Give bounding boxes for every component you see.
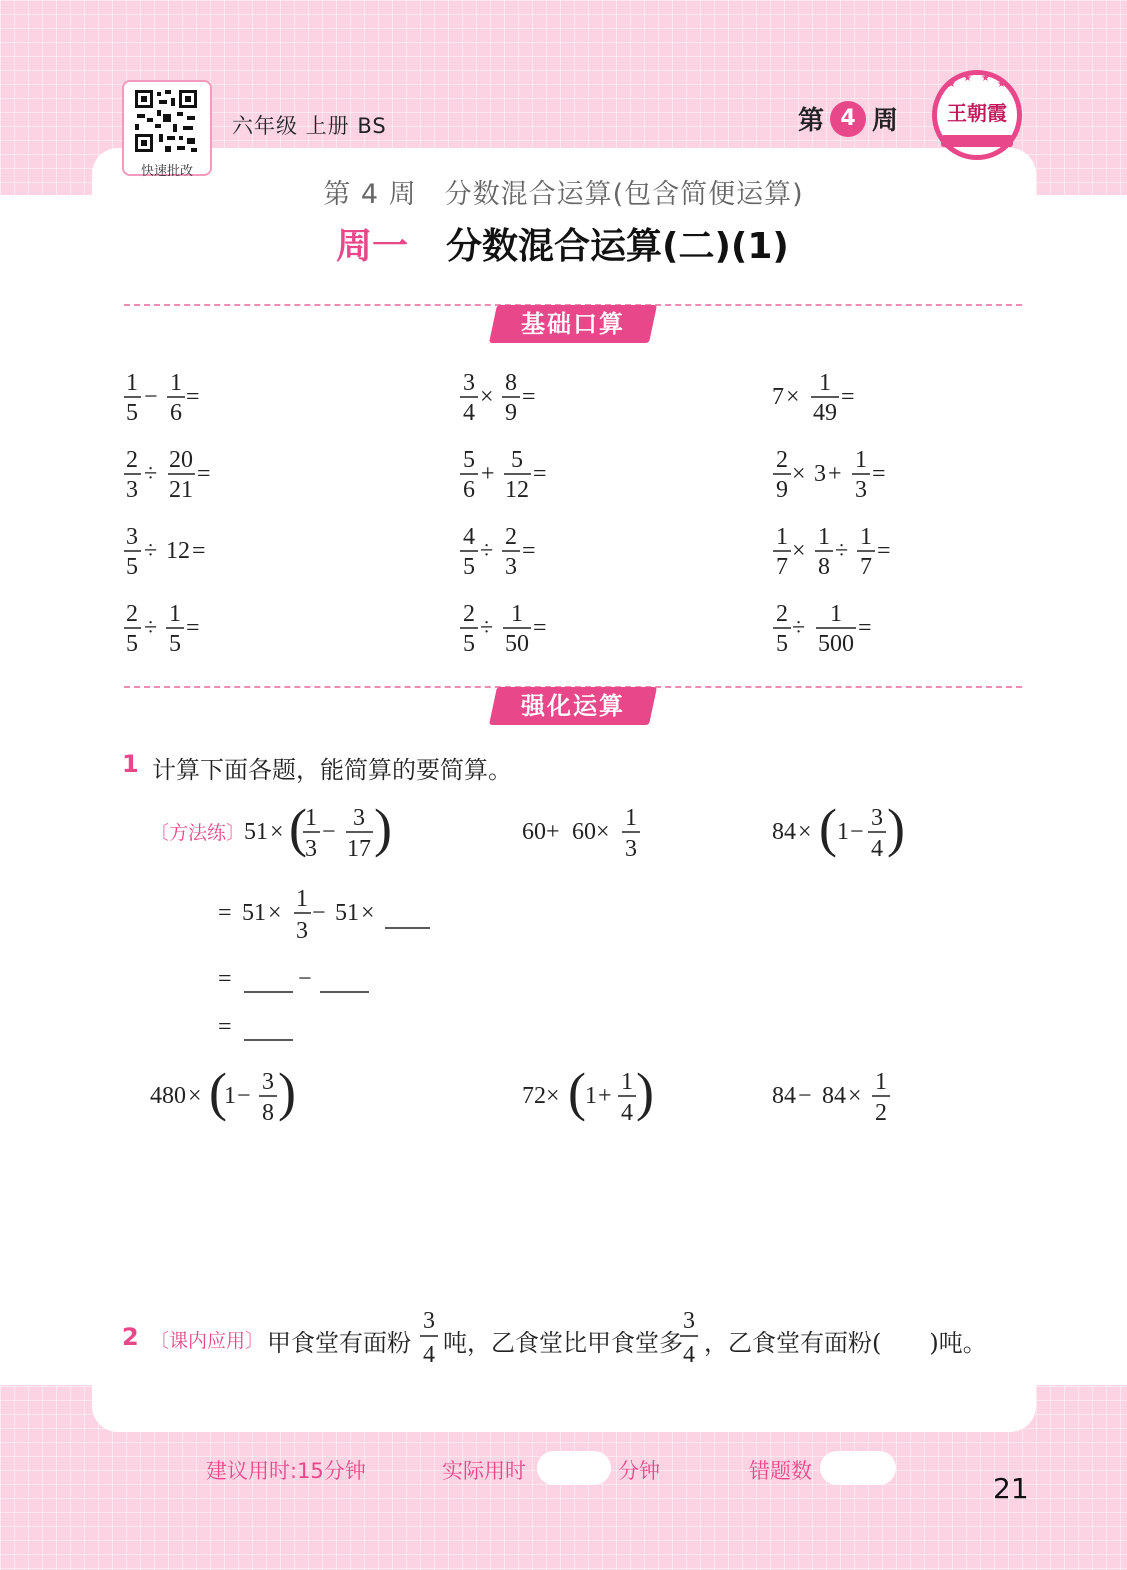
svg-text:=: = <box>877 538 891 564</box>
svg-text:17: 17 <box>347 836 371 862</box>
question-2-fraction-b <box>676 1306 702 1368</box>
svg-text:480: 480 <box>150 1083 186 1109</box>
question-1-text: 计算下面各题，能简算的要简算。 <box>152 756 512 784</box>
svg-text:3: 3 <box>683 1308 695 1334</box>
svg-text:(: ( <box>819 798 837 858</box>
svg-text:(: ( <box>289 798 307 858</box>
svg-text:+: + <box>481 461 495 487</box>
svg-text:3: 3 <box>625 836 637 862</box>
svg-text:12: 12 <box>505 477 529 503</box>
question-2-tag: 〔课内应用〕 <box>150 1330 265 1352</box>
denominator: 49 <box>813 400 837 426</box>
svg-text:−: − <box>850 819 864 845</box>
svg-text:5: 5 <box>126 631 138 657</box>
svg-text:3: 3 <box>423 1308 435 1334</box>
svg-text:×: × <box>546 1083 560 1109</box>
svg-text:=: = <box>858 615 872 641</box>
question-2-text-c: ，乙食堂有面粉( )吨。 <box>704 1329 987 1357</box>
svg-text:2: 2 <box>875 1100 887 1126</box>
svg-text:=: = <box>533 615 547 641</box>
svg-text:3: 3 <box>814 461 826 487</box>
svg-text:−: − <box>298 966 312 992</box>
svg-text:4: 4 <box>683 1342 695 1368</box>
svg-text:×: × <box>361 900 375 926</box>
svg-text:84: 84 <box>822 1083 846 1109</box>
calc-item <box>124 447 211 503</box>
star-icon: ★ <box>981 73 990 84</box>
calc-item <box>124 370 200 426</box>
problem-item <box>522 805 640 862</box>
calc-item <box>460 370 536 426</box>
svg-text:1: 1 <box>830 601 842 627</box>
svg-text:5: 5 <box>169 631 181 657</box>
svg-text:÷: ÷ <box>144 538 158 564</box>
svg-text:=: = <box>218 966 232 992</box>
svg-text:5: 5 <box>463 631 475 657</box>
svg-text:1: 1 <box>296 886 308 912</box>
svg-text:=: = <box>192 538 206 564</box>
svg-text:×: × <box>792 461 806 487</box>
svg-text:1: 1 <box>169 601 181 627</box>
week-suffix: 周 <box>872 106 899 136</box>
brand-logo <box>932 70 1022 160</box>
minutes-label: 分钟 <box>618 1459 660 1483</box>
svg-text:): ) <box>374 798 392 858</box>
svg-text:1: 1 <box>860 524 872 550</box>
svg-text:=: = <box>872 461 886 487</box>
svg-text:1: 1 <box>224 1083 236 1109</box>
svg-text:84: 84 <box>772 819 796 845</box>
equals: = <box>841 384 855 410</box>
svg-text:1: 1 <box>625 805 637 831</box>
svg-text:): ) <box>278 1062 296 1122</box>
operator: − <box>144 384 158 410</box>
denominator: 6 <box>170 400 182 426</box>
error-count-label: 错题数 <box>749 1459 812 1483</box>
denominator: 5 <box>126 400 138 426</box>
problem-item <box>772 1069 890 1126</box>
question-2-text-a: 甲食堂有面粉 <box>267 1329 411 1357</box>
qr-label: 快速批改 <box>140 164 193 179</box>
step-line <box>218 886 430 944</box>
svg-text:): ) <box>636 1062 654 1122</box>
svg-text:×: × <box>798 819 812 845</box>
svg-text:50: 50 <box>505 631 529 657</box>
svg-text:): ) <box>887 798 905 858</box>
svg-text:=: = <box>218 900 232 926</box>
operator: × <box>786 384 800 410</box>
svg-text:3: 3 <box>855 477 867 503</box>
question-1-number: 1 <box>122 750 139 778</box>
svg-text:×: × <box>792 538 806 564</box>
svg-text:−: − <box>798 1083 812 1109</box>
problem-item <box>522 1062 654 1126</box>
svg-text:1: 1 <box>776 524 788 550</box>
svg-text:500: 500 <box>818 631 854 657</box>
svg-text:+: + <box>828 461 842 487</box>
denominator: 9 <box>505 400 517 426</box>
svg-text:5: 5 <box>511 447 523 473</box>
week-prefix: 第 <box>798 106 825 136</box>
numerator: 3 <box>463 370 475 396</box>
svg-text:−: − <box>237 1083 251 1109</box>
svg-text:÷: ÷ <box>480 615 494 641</box>
svg-text:72: 72 <box>522 1083 546 1109</box>
basic-calc-grid <box>100 360 1060 670</box>
svg-text:51: 51 <box>335 900 359 926</box>
calc-item <box>124 601 200 657</box>
svg-text:×: × <box>268 900 282 926</box>
svg-text:−: − <box>322 819 336 845</box>
week-tag <box>798 100 898 137</box>
svg-text:51: 51 <box>244 819 268 845</box>
svg-text:5: 5 <box>463 554 475 580</box>
svg-text:1: 1 <box>875 1069 887 1095</box>
svg-text:÷: ÷ <box>835 538 849 564</box>
svg-text:3: 3 <box>353 805 365 831</box>
calc-item <box>124 524 206 580</box>
section-label-basic: 基础口算 <box>489 305 657 343</box>
svg-text:3: 3 <box>126 524 138 550</box>
calc-item <box>773 601 872 657</box>
svg-text:1: 1 <box>837 819 849 845</box>
svg-text:4: 4 <box>463 524 475 550</box>
svg-text:3: 3 <box>262 1069 274 1095</box>
svg-text:7: 7 <box>776 554 788 580</box>
svg-text:3: 3 <box>871 805 883 831</box>
calc-item <box>773 447 886 503</box>
svg-text:+: + <box>598 1083 612 1109</box>
q1-problems <box>100 790 1060 1150</box>
svg-text:1: 1 <box>818 524 830 550</box>
svg-text:4: 4 <box>621 1100 633 1126</box>
svg-text:60: 60 <box>572 819 596 845</box>
svg-text:3: 3 <box>296 918 308 944</box>
calc-item <box>460 447 547 503</box>
error-count-input[interactable] <box>820 1451 896 1485</box>
grade-label: 六年级 上册 BS <box>232 114 387 138</box>
svg-text:3: 3 <box>126 477 138 503</box>
svg-text:−: − <box>312 900 326 926</box>
svg-text:×: × <box>188 1083 202 1109</box>
svg-text:÷: ÷ <box>480 538 494 564</box>
denominator: 4 <box>463 400 475 426</box>
svg-text:2: 2 <box>505 524 517 550</box>
svg-text:4: 4 <box>871 836 883 862</box>
logo-text: 王朝霞 <box>947 101 1007 125</box>
page-number: 21 <box>993 1472 1029 1505</box>
svg-text:2: 2 <box>126 447 138 473</box>
question-2-number: 2 <box>122 1323 139 1351</box>
calc-item <box>460 601 547 657</box>
star-icon: ★ <box>947 79 956 90</box>
svg-text:21: 21 <box>169 477 193 503</box>
method-tag: 〔方法练〕 <box>150 822 246 844</box>
svg-text:9: 9 <box>776 477 788 503</box>
step-line <box>218 1014 293 1040</box>
svg-text:3: 3 <box>305 836 317 862</box>
svg-text:5: 5 <box>776 631 788 657</box>
svg-text:1: 1 <box>585 1083 597 1109</box>
integer: 7 <box>772 384 784 410</box>
actual-time-label: 实际用时 <box>442 1459 526 1483</box>
svg-text:=: = <box>533 461 547 487</box>
suggested-time: 建议用时:15分钟 <box>206 1459 366 1483</box>
numerator: 1 <box>170 370 182 396</box>
numerator: 8 <box>505 370 517 396</box>
section-label-advanced: 强化运算 <box>489 687 657 725</box>
svg-text:=: = <box>218 1014 232 1040</box>
problem-item <box>244 798 392 862</box>
svg-text:2: 2 <box>776 447 788 473</box>
svg-text:×: × <box>270 819 284 845</box>
lesson-title <box>336 218 789 269</box>
week-subtitle: 第 4 周 分数混合运算(包含简便运算) <box>323 179 804 210</box>
equals: = <box>522 384 536 410</box>
svg-text:8: 8 <box>818 554 830 580</box>
star-icon: ★ <box>997 79 1006 90</box>
svg-text:1: 1 <box>511 601 523 627</box>
problem-item <box>150 1062 296 1126</box>
svg-text:(: ( <box>209 1062 227 1122</box>
svg-text:5: 5 <box>463 447 475 473</box>
qr-code[interactable] <box>122 80 212 179</box>
numerator: 1 <box>126 370 138 396</box>
qr-code-icon <box>133 88 199 154</box>
svg-text:÷: ÷ <box>144 461 158 487</box>
logo-ribbon <box>941 135 1013 147</box>
calc-item <box>772 370 855 426</box>
svg-text:1: 1 <box>855 447 867 473</box>
star-icon: ★ <box>963 73 972 84</box>
question-2-text-b: 吨，乙食堂比甲食堂多 <box>443 1329 683 1357</box>
week-number: 4 <box>830 101 866 137</box>
svg-text:60: 60 <box>522 819 546 845</box>
svg-text:2: 2 <box>463 601 475 627</box>
svg-text:1: 1 <box>621 1069 633 1095</box>
day-label: 周一 <box>336 226 409 267</box>
svg-text:=: = <box>522 538 536 564</box>
svg-text:(: ( <box>568 1062 586 1122</box>
svg-text:2: 2 <box>126 601 138 627</box>
svg-text:20: 20 <box>169 447 193 473</box>
svg-text:=: = <box>186 615 200 641</box>
svg-text:7: 7 <box>860 554 872 580</box>
step-line <box>218 966 369 992</box>
problem-item <box>772 798 905 862</box>
svg-text:÷: ÷ <box>144 615 158 641</box>
svg-text:84: 84 <box>772 1083 796 1109</box>
actual-time-input[interactable] <box>537 1451 611 1485</box>
svg-text:×: × <box>596 819 610 845</box>
numerator: 1 <box>819 370 831 396</box>
lesson-name: 分数混合运算(二)(1) <box>446 226 789 267</box>
svg-text:+: + <box>546 819 560 845</box>
svg-text:2: 2 <box>776 601 788 627</box>
svg-text:8: 8 <box>262 1100 274 1126</box>
svg-text:1: 1 <box>305 805 317 831</box>
operator: × <box>480 384 494 410</box>
svg-text:×: × <box>848 1083 862 1109</box>
question-2-fraction-a <box>416 1306 442 1368</box>
svg-text:4: 4 <box>423 1342 435 1368</box>
svg-text:6: 6 <box>463 477 475 503</box>
svg-text:3: 3 <box>505 554 517 580</box>
svg-text:51: 51 <box>242 900 266 926</box>
equals: = <box>186 384 200 410</box>
svg-text:5: 5 <box>126 554 138 580</box>
svg-text:=: = <box>197 461 211 487</box>
svg-text:12: 12 <box>166 538 190 564</box>
calc-item <box>773 524 891 580</box>
calc-item <box>460 524 536 580</box>
svg-text:÷: ÷ <box>792 615 806 641</box>
